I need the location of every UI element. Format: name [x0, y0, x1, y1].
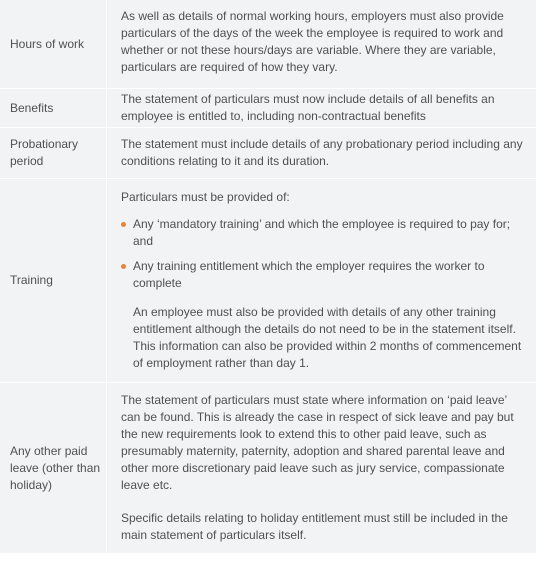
list-item-text: Any training entitlement which the employer requires the worker to complete [133, 259, 485, 290]
description-text: The statement of particulars must now include details of all benefits an employee is entitled to, including non-contractual benefits [121, 92, 495, 123]
list-item [121, 258, 528, 292]
row-description [107, 0, 536, 89]
description-text: As well as details of normal working hours, employers must also provide particulars of the days of the week the employee is required to work and whether or not these hours/days are variable. Where they are variable, particulars are required of how they vary. [121, 9, 504, 74]
table-row [0, 128, 536, 179]
table-row [0, 179, 536, 383]
table-row [0, 0, 536, 89]
table-row [0, 89, 536, 128]
description-text: The statement of particulars must state where information on ‘paid leave’ can be found. This is already the case in respect of sick leave and pay but the new requirements look to extend this to other paid leave, such as presumably maternity, paternity, adoption and shared parental leave and other more discretionary paid leave such as jury service, compassionate leave etc. [121, 393, 514, 492]
row-label: Benefits [0, 89, 107, 128]
table-row [0, 383, 536, 554]
row-label: Any other paid leave (other than holiday) [0, 383, 107, 554]
list-item-text: Any ‘mandatory training’ and which the employee is required to pay for; and [133, 217, 511, 248]
row-description [107, 128, 536, 179]
row-label: Probationary period [0, 128, 107, 179]
training-bullet-list [121, 216, 528, 292]
list-item [121, 216, 528, 250]
description-text-secondary: Specific details relating to holiday entitlement must still be included in the main statement of particulars itself. [121, 511, 508, 542]
training-note: An employee must also be provided with details of any other training entitlement although the details do not need to be in the statement itself. This information can also be provided within 2 months of commencement of employment rather than day 1. [133, 305, 522, 370]
row-description [107, 89, 536, 128]
row-description [107, 383, 536, 554]
bullet-dot-icon [121, 264, 126, 269]
bullet-dot-icon [121, 222, 126, 227]
description-text: The statement must include details of any probationary period including any conditions relating to it and its duration. [121, 137, 523, 168]
row-description [107, 179, 536, 383]
training-intro: Particulars must be provided of: [121, 190, 290, 204]
row-label: Hours of work [0, 0, 107, 89]
row-label: Training [0, 179, 107, 383]
